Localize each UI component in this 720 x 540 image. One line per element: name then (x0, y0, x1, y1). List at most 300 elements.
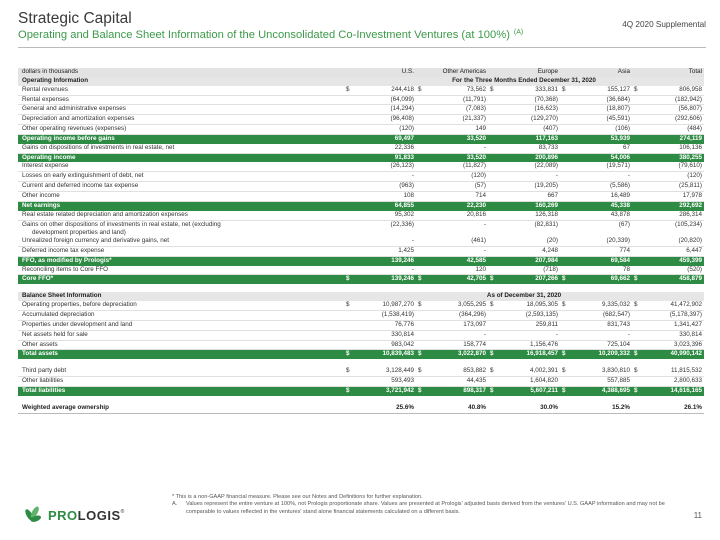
currency-symbol (632, 404, 644, 413)
cell-total: 14,616,165 (644, 386, 704, 395)
row-label: Weighted average ownership (18, 404, 344, 413)
cell-europe: (70,368) (500, 95, 560, 105)
currency-symbol (560, 404, 572, 413)
cell-other-americas: 42,705 (428, 275, 488, 284)
cell-europe: 16,918,457 (500, 350, 560, 359)
cell-europe: 160,269 (500, 201, 560, 210)
cell-us: 983,042 (356, 340, 416, 350)
cell-europe: (16,623) (500, 105, 560, 115)
row-label-line1: Gains on other dispositions of investments in real estate, net (excluding (22, 220, 221, 228)
currency-symbol (488, 237, 500, 246)
cell-asia: 10,209,332 (572, 350, 632, 359)
currency-symbol (632, 220, 644, 237)
currency-symbol (488, 115, 500, 125)
subtitle-text: Operating and Balance Sheet Information of the Unconsolidated Co-Investment Ventures (at 100%) (18, 29, 510, 41)
cell-us: 330,814 (356, 330, 416, 340)
table-row (18, 162, 704, 171)
cell-asia: 69,662 (572, 275, 632, 284)
currency-symbol (632, 172, 644, 182)
cell-other-americas: - (428, 330, 488, 340)
currency-symbol (560, 256, 572, 265)
cell-other-americas: 33,520 (428, 153, 488, 162)
currency-symbol: $ (344, 275, 356, 284)
currency-symbol: $ (416, 301, 428, 310)
currency-symbol (344, 266, 356, 275)
cell-total: 26.1% (644, 404, 704, 413)
currency-symbol (560, 201, 572, 210)
currency-symbol: $ (488, 386, 500, 395)
currency-symbol (488, 330, 500, 340)
currency-symbol (632, 134, 644, 143)
cell-asia: 3,830,810 (572, 367, 632, 376)
cell-other-americas: - (428, 246, 488, 256)
cell-asia: - (572, 330, 632, 340)
section-period-label: As of December 31, 2020 (344, 292, 704, 301)
currency-symbol (344, 237, 356, 246)
cell-total: 17,978 (644, 191, 704, 201)
cell-other-americas: (57) (428, 182, 488, 192)
currency-symbol (632, 115, 644, 125)
cell-asia: 15.2% (572, 404, 632, 413)
cell-total: (105,234) (675, 220, 702, 228)
currency-symbol (488, 105, 500, 115)
currency-symbol (560, 105, 572, 115)
cell-other-americas: - (483, 220, 486, 228)
cell-asia: 774 (572, 246, 632, 256)
table-row (18, 377, 704, 387)
cell-us: 1,425 (356, 246, 416, 256)
cell-other-americas: 3,055,295 (428, 301, 488, 310)
currency-symbol (416, 340, 428, 350)
cell-total: 806,958 (644, 86, 704, 95)
cell-us: 25.6% (356, 404, 416, 413)
cell-asia: (5,586) (572, 182, 632, 192)
header-divider (18, 47, 706, 48)
cell-asia: 155,127 (572, 86, 632, 95)
cell-other-americas: 3,022,870 (428, 350, 488, 359)
row-label: Accumulated depreciation (18, 311, 344, 321)
currency-symbol (488, 377, 500, 387)
currency-symbol (344, 201, 356, 210)
table-row (18, 266, 704, 275)
cell-asia: 53,939 (572, 134, 632, 143)
cell-other-americas: 73,562 (428, 86, 488, 95)
cell-other-americas: 42,585 (428, 256, 488, 265)
cell-total: 3,023,396 (644, 340, 704, 350)
currency-symbol: $ (416, 86, 428, 95)
cell-total: 292,692 (644, 201, 704, 210)
row-label-line2: development properties and land) (32, 228, 126, 236)
currency-symbol (416, 153, 428, 162)
currency-symbol (560, 144, 572, 153)
prologis-leaf-icon (22, 504, 44, 526)
cell-europe: 4,248 (500, 246, 560, 256)
currency-symbol (488, 125, 500, 135)
currency-symbol (632, 153, 644, 162)
currency-symbol (632, 266, 644, 275)
currency-symbol (632, 246, 644, 256)
currency-symbol: $ (632, 275, 644, 284)
currency-symbol (344, 377, 356, 387)
cell-total: (484) (644, 125, 704, 135)
cell-total: 458,879 (644, 275, 704, 284)
table-row (18, 115, 704, 125)
currency-symbol (344, 172, 356, 182)
cell-us: - (356, 172, 416, 182)
cell-total: 41,472,902 (644, 301, 704, 310)
currency-symbol (488, 144, 500, 153)
cell-total: 459,399 (644, 256, 704, 265)
currency-symbol (560, 153, 572, 162)
cell-other-americas: (461) (428, 237, 488, 246)
currency-symbol (632, 191, 644, 201)
currency-symbol (416, 105, 428, 115)
currency-symbol (344, 144, 356, 153)
currency-symbol (632, 162, 644, 171)
currency-symbol (488, 340, 500, 350)
cell-asia: (106) (572, 125, 632, 135)
table-row (18, 144, 704, 153)
currency-symbol (416, 172, 428, 182)
row-label: Net earnings (18, 201, 344, 210)
cell-us: 95,302 (356, 211, 416, 220)
cell-other-americas: 853,882 (428, 367, 488, 376)
row-label: Depreciation and amortization expenses (18, 115, 344, 125)
cell-other-americas: 33,520 (428, 134, 488, 143)
currency-symbol: $ (344, 301, 356, 310)
cell-other-americas: 898,317 (428, 386, 488, 395)
currency-symbol (632, 105, 644, 115)
cell-europe: 117,163 (500, 134, 560, 143)
currency-symbol (488, 201, 500, 210)
currency-symbol (416, 125, 428, 135)
currency-symbol (560, 125, 572, 135)
cell-asia: (19,571) (572, 162, 632, 171)
row-label: Operating properties, before depreciation (18, 301, 344, 310)
cell-asia: - (572, 172, 632, 182)
currency-symbol (488, 172, 500, 182)
spacer-row (18, 396, 704, 404)
currency-symbol (560, 182, 572, 192)
cell-us: (22,336) (390, 220, 414, 228)
cell-europe: 1,604,820 (500, 377, 560, 387)
col-header-total: Total (644, 68, 704, 77)
col-header-asia: Asia (572, 68, 632, 77)
row-label: Current and deferred income tax expense (18, 182, 344, 192)
table-row (18, 404, 704, 413)
cell-total: 2,800,633 (644, 377, 704, 387)
currency-symbol (344, 311, 356, 321)
cell-europe: 667 (500, 191, 560, 201)
cell-asia: 16,489 (572, 191, 632, 201)
currency-symbol (344, 191, 356, 201)
cell-europe: 83,733 (500, 144, 560, 153)
section-label: Operating Information (18, 77, 344, 86)
cell-total: (182,942) (644, 95, 704, 105)
cell-europe: 200,896 (500, 153, 560, 162)
cell-asia: 69,584 (572, 256, 632, 265)
currency-symbol (560, 95, 572, 105)
cell-us: 64,855 (356, 201, 416, 210)
cell-europe: 4,002,391 (500, 367, 560, 376)
currency-symbol (488, 95, 500, 105)
cell-total: 1,341,427 (644, 320, 704, 330)
currency-symbol (344, 256, 356, 265)
row-label: Other liabilities (18, 377, 344, 387)
currency-symbol (344, 211, 356, 220)
currency-symbol (488, 256, 500, 265)
currency-symbol (344, 105, 356, 115)
cell-total: (520) (644, 266, 704, 275)
cell-asia: (36,684) (572, 95, 632, 105)
currency-symbol (416, 191, 428, 201)
currency-symbol (632, 256, 644, 265)
cell-total: (25,811) (644, 182, 704, 192)
currency-symbol (560, 220, 572, 237)
row-label: Gains on dispositions of investments in real estate, net (18, 144, 344, 153)
unit-label: dollars in thousands (18, 68, 344, 77)
currency-symbol (560, 311, 572, 321)
row-label: Other income (18, 191, 344, 201)
section-header-row (18, 77, 704, 86)
currency-symbol: $ (488, 301, 500, 310)
cell-other-americas: 20,816 (428, 211, 488, 220)
cell-europe: (407) (500, 125, 560, 135)
page-number: 11 (693, 511, 702, 520)
cell-other-americas: 22,230 (428, 201, 488, 210)
cell-us: 244,418 (356, 86, 416, 95)
row-label: Unrealized foreign currency and derivative gains, net (18, 237, 344, 246)
cell-total: 286,314 (644, 211, 704, 220)
cell-total: (292,606) (644, 115, 704, 125)
table-row (18, 201, 704, 210)
cell-other-americas: 714 (428, 191, 488, 201)
currency-symbol: $ (416, 386, 428, 395)
currency-symbol (560, 340, 572, 350)
currency-symbol: $ (560, 386, 572, 395)
cell-us: 3,128,449 (356, 367, 416, 376)
cell-other-americas: 120 (428, 266, 488, 275)
cell-other-americas: (11,827) (428, 162, 488, 171)
currency-symbol: $ (416, 275, 428, 284)
currency-symbol (488, 134, 500, 143)
cell-other-americas: - (428, 144, 488, 153)
cell-asia: 725,104 (572, 340, 632, 350)
currency-symbol (416, 330, 428, 340)
currency-symbol (560, 246, 572, 256)
currency-symbol (560, 330, 572, 340)
currency-symbol (632, 201, 644, 210)
currency-symbol (488, 162, 500, 171)
cell-asia: (18,807) (572, 105, 632, 115)
cell-other-americas: 158,774 (428, 340, 488, 350)
currency-symbol (416, 201, 428, 210)
cell-us: (120) (356, 125, 416, 135)
cell-europe: 1,156,476 (500, 340, 560, 350)
cell-us: 3,721,942 (356, 386, 416, 395)
cell-us: (96,408) (356, 115, 416, 125)
currency-symbol (488, 246, 500, 256)
currency-symbol (344, 182, 356, 192)
cell-other-americas: (21,337) (428, 115, 488, 125)
cell-other-americas: (11,791) (428, 95, 488, 105)
currency-symbol (560, 320, 572, 330)
table-row (18, 153, 704, 162)
cell-us: 593,493 (356, 377, 416, 387)
row-label: Total assets (18, 350, 344, 359)
currency-symbol (632, 330, 644, 340)
table-row (18, 172, 704, 182)
cell-asia: 67 (572, 144, 632, 153)
cell-us: 139,246 (356, 275, 416, 284)
currency-symbol (560, 191, 572, 201)
currency-symbol: $ (560, 367, 572, 376)
currency-symbol: $ (560, 350, 572, 359)
currency-symbol (488, 220, 500, 237)
currency-symbol (344, 340, 356, 350)
page-subtitle (18, 29, 523, 41)
footnote-a (172, 501, 692, 516)
currency-symbol (416, 404, 428, 413)
cell-asia: 43,878 (572, 211, 632, 220)
currency-symbol (416, 246, 428, 256)
row-label: Other operating revenues (expenses) (18, 125, 344, 135)
currency-symbol: $ (632, 386, 644, 395)
table-row (18, 191, 704, 201)
cell-asia: 9,335,032 (572, 301, 632, 310)
cell-us: (14,294) (356, 105, 416, 115)
table-row (18, 275, 704, 284)
cell-europe: 207,266 (500, 275, 560, 284)
row-label: Operating income (18, 153, 344, 162)
cell-us: (1,538,419) (356, 311, 416, 321)
currency-symbol (344, 320, 356, 330)
row-label: Rental expenses (18, 95, 344, 105)
currency-symbol (488, 211, 500, 220)
col-header-europe: Europe (500, 68, 560, 77)
currency-symbol (416, 115, 428, 125)
spacer-row (18, 284, 704, 292)
cell-total: (5,178,397) (644, 311, 704, 321)
currency-symbol (632, 144, 644, 153)
currency-symbol: $ (632, 367, 644, 376)
table-row (18, 320, 704, 330)
currency-symbol: $ (560, 86, 572, 95)
cell-us: (26,123) (356, 162, 416, 171)
footnotes (172, 494, 692, 516)
cell-europe: - (500, 172, 560, 182)
cell-us: 10,987,270 (356, 301, 416, 310)
cell-total: (20,820) (644, 237, 704, 246)
cell-us: - (356, 266, 416, 275)
currency-symbol: $ (560, 275, 572, 284)
cell-europe: (718) (500, 266, 560, 275)
cell-total: 40,990,142 (644, 350, 704, 359)
col-header-us: U.S. (356, 68, 416, 77)
section-header-row (18, 292, 704, 301)
row-label: Interest expense (18, 162, 344, 171)
currency-symbol (632, 320, 644, 330)
currency-symbol (416, 377, 428, 387)
currency-symbol (416, 320, 428, 330)
cell-us: 10,839,483 (356, 350, 416, 359)
logo-wordmark: PROLOGIS® (48, 507, 125, 523)
currency-symbol: $ (344, 86, 356, 95)
currency-symbol (416, 237, 428, 246)
cell-europe: 18,095,305 (500, 301, 560, 310)
financial-table-body (18, 68, 704, 413)
currency-symbol: $ (416, 367, 428, 376)
col-header-other-americas: Other Americas (428, 68, 488, 77)
cell-europe: 5,607,211 (500, 386, 560, 395)
currency-symbol (416, 182, 428, 192)
cell-asia: 54,006 (572, 153, 632, 162)
currency-symbol (560, 172, 572, 182)
currency-symbol (632, 377, 644, 387)
table-row (18, 105, 704, 115)
table-row (18, 211, 704, 220)
cell-asia: (682,547) (572, 311, 632, 321)
row-label: Deferred income tax expense (18, 246, 344, 256)
currency-symbol: $ (488, 86, 500, 95)
currency-symbol (560, 134, 572, 143)
column-header-row (18, 68, 704, 77)
currency-symbol: $ (344, 367, 356, 376)
cell-total: 274,119 (644, 134, 704, 143)
cell-asia: 78 (572, 266, 632, 275)
subtitle-footnote-marker: (A) (513, 29, 524, 36)
cell-europe: 126,318 (500, 211, 560, 220)
cell-us: 91,833 (356, 153, 416, 162)
currency-symbol (632, 311, 644, 321)
row-label: Third party debt (18, 367, 344, 376)
footnote-a-text: Values represent the entire venture at 100%, not Prologis proportionate share. Values are presented at Prologis' adjusted basis derived from the ventures' U.S. GAAP information and may not be comparable to values reflected in the ventures' stand alone financial statements calculated on a different basis. (186, 501, 665, 515)
currency-symbol (560, 377, 572, 387)
cell-europe: - (500, 330, 560, 340)
currency-symbol (344, 125, 356, 135)
currency-symbol: $ (632, 350, 644, 359)
cell-us: - (356, 237, 416, 246)
table-row (18, 256, 704, 265)
cell-asia: 45,338 (572, 201, 632, 210)
row-label: Real estate related depreciation and amortization expenses (18, 211, 344, 220)
currency-symbol: $ (416, 350, 428, 359)
table-row (18, 350, 704, 359)
table-row (18, 134, 704, 143)
currency-symbol (560, 211, 572, 220)
cell-asia: 4,388,695 (572, 386, 632, 395)
cell-total: (56,807) (644, 105, 704, 115)
cell-us: 139,246 (356, 256, 416, 265)
cell-europe: 30.0% (500, 404, 560, 413)
currency-symbol (344, 162, 356, 171)
currency-symbol (344, 246, 356, 256)
currency-symbol (344, 134, 356, 143)
cell-us: 22,336 (356, 144, 416, 153)
row-label: Other assets (18, 340, 344, 350)
cell-other-americas: 44,435 (428, 377, 488, 387)
financial-table (18, 68, 704, 414)
cell-europe: (82,831) (534, 220, 558, 228)
currency-symbol (416, 220, 428, 237)
cell-europe: 259,811 (500, 320, 560, 330)
table-row (18, 340, 704, 350)
row-label: Losses on early extinguishment of debt, net (18, 172, 344, 182)
currency-symbol: $ (488, 367, 500, 376)
cell-europe: (20) (500, 237, 560, 246)
cell-europe: (129,270) (500, 115, 560, 125)
table-row (18, 86, 704, 95)
